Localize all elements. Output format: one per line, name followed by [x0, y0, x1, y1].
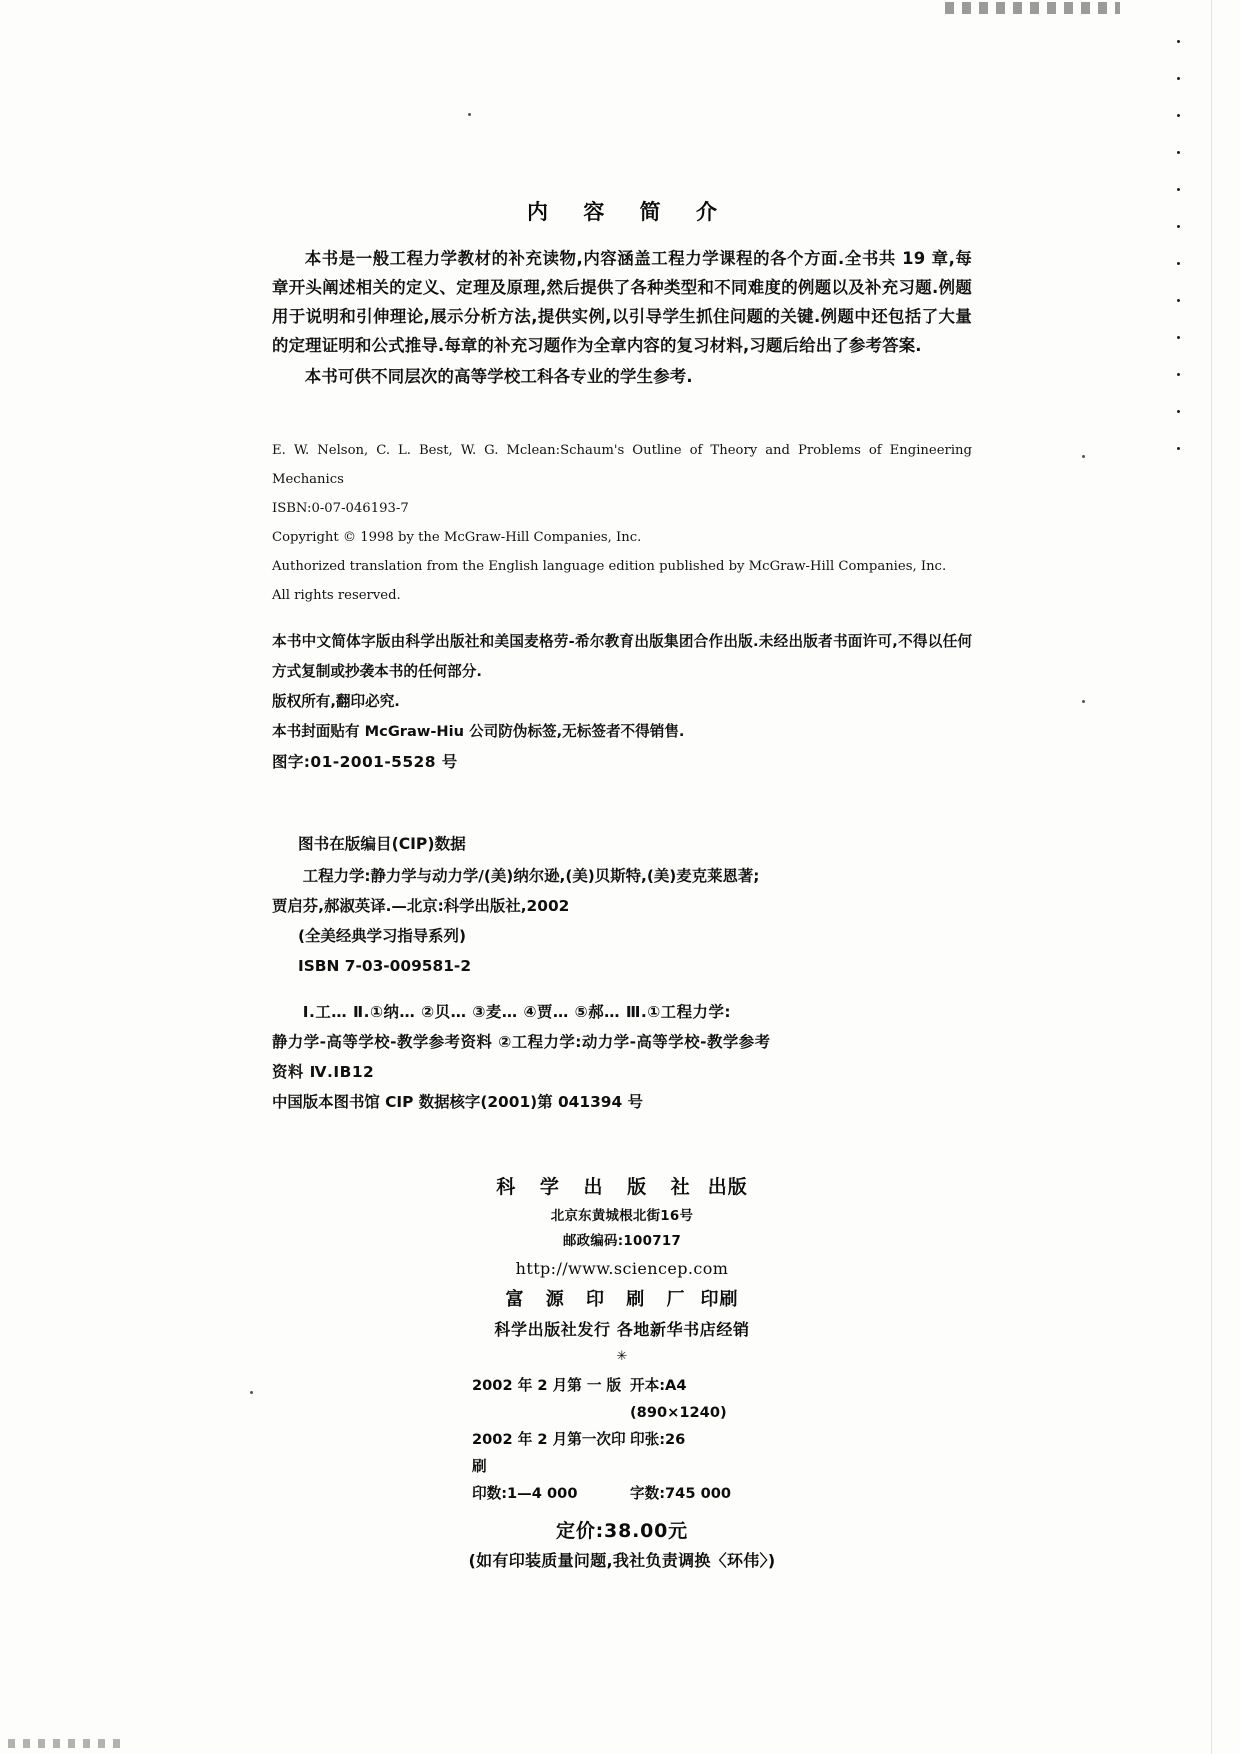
chinese-rights-line-2: 版权所有,翻印必究. [272, 693, 400, 710]
publisher-postcode: 邮政编码:100717 [562, 1234, 682, 1249]
print-specs-row [472, 1480, 772, 1507]
printer-action: 印刷 [700, 1289, 739, 1310]
price-line: 定价:38.00元 [556, 1520, 688, 1542]
sheet-count: 印张:26 [630, 1431, 686, 1448]
publisher-name: 科 学 出 版 社 [496, 1176, 699, 1198]
imprint-block [272, 1175, 972, 1573]
chinese-rights-line-1: 本书中文简体字版由科学出版社和美国麦格劳-希尔教育出版集团合作出版.未经出版者书面许可,不得以任何方式复制或抄袭本书的任何部分. [272, 633, 972, 680]
cip-isbn: ISBN 7-03-009581-2 [298, 957, 472, 975]
print-specs-table [472, 1372, 772, 1507]
cip-heading: 图书在版编目(CIP)数据 [298, 835, 466, 853]
scan-artifact-edge-marks [1175, 40, 1185, 460]
publisher-action: 出版 [707, 1176, 748, 1198]
cip-block [272, 829, 972, 1117]
edition-date: 2002 年 2 月第 一 版 [472, 1377, 622, 1394]
intro-paragraph-1: 本书是一般工程力学教材的补充读物,内容涵盖工程力学课程的各个方面.全书共 19 章,每章开头阐述相关的定义、定理及原理,然后提供了各种类型和不同难度的例题以及补充习题.例题用于说明和引伸理论,展示分析方法,提供实例,以引导学生抓住问题的关键.例题中还包括了大量的定理证明和公式推导.每章的补充习题作为全章内容的复习材料,习题后给出了参考答案. [272, 249, 972, 355]
distribution-line: 科学出版社发行 各地新华书店经销 [494, 1320, 750, 1339]
print-specs-row [472, 1372, 772, 1426]
page-edge-rule [1211, 0, 1212, 1754]
cip-classification-line-2: 静力学-高等学校-教学参考资料 ②工程力学:动力学-高等学校-教学参考 [272, 1033, 771, 1051]
scan-speck [1082, 700, 1085, 703]
english-rights-line: All rights reserved. [272, 588, 401, 603]
book-format: 开本:A4 (890×1240) [630, 1377, 727, 1421]
scan-speck [250, 1391, 253, 1394]
cip-title-line-1: 工程力学:静力学与动力学/(美)纳尔逊,(美)贝斯特,(美)麦克莱恩著; [302, 867, 760, 885]
publisher-url: http://www.sciencep.com [515, 1259, 729, 1278]
printer-line [272, 1287, 972, 1312]
word-count: 字数:745 000 [630, 1485, 732, 1502]
page-title: 内 容 简 介 [527, 200, 731, 224]
cip-classification-line-1: Ⅰ.工… Ⅱ.①纳… ②贝… ③麦… ④贾… ⑤郝… Ⅲ.①工程力学: [302, 1003, 731, 1021]
english-copyright-block [272, 436, 972, 610]
scan-artifact-bottom [8, 1739, 128, 1748]
cip-verification-number: 中国版本图书馆 CIP 数据核字(2001)第 041394 号 [272, 1093, 643, 1111]
intro-section [272, 244, 972, 391]
english-copyright-line: Copyright © 1998 by the McGraw-Hill Companies, Inc. [272, 530, 642, 545]
english-authors-title: E. W. Nelson, C. L. Best, W. G. Mclean:Schaum's Outline of Theory and Problems of Engineering Mechanics [272, 443, 972, 487]
star-separator-icon: ✳ [616, 1349, 628, 1364]
print-run: 印数:1—4 000 [472, 1485, 578, 1502]
chinese-rights-line-3: 本书封面贴有 McGraw-Hiu 公司防伪标签,无标签者不得销售. [272, 723, 685, 740]
print-specs-row [472, 1426, 772, 1480]
page-content [272, 0, 972, 1573]
cip-series: (全美经典学习指导系列) [298, 927, 466, 945]
cip-title-line-2: 贾启芬,郝淑英译.—北京:科学出版社,2002 [272, 897, 570, 915]
english-authorization-line: Authorized translation from the English language edition published by McGraw-Hill Companies, Inc. [272, 559, 947, 574]
english-isbn: ISBN:0-07-046193-7 [272, 501, 409, 516]
book-registration-number: 图字:01-2001-5528 号 [272, 753, 458, 771]
publisher-line [272, 1175, 972, 1200]
cip-classification-line-3: 资料 Ⅳ.IB12 [272, 1063, 375, 1081]
publisher-address: 北京东黄城根北街16号 [550, 1209, 694, 1224]
printing-date: 2002 年 2 月第一次印刷 [472, 1431, 626, 1475]
scan-speck [1082, 455, 1085, 458]
chinese-rights-block [272, 627, 972, 777]
exchange-note: (如有印装质量问题,我社负责调换〈环伟〉) [468, 1551, 776, 1570]
printer-name: 富 源 印 刷 厂 [505, 1289, 693, 1310]
intro-paragraph-2: 本书可供不同层次的高等学校工科各专业的学生参考. [304, 367, 693, 386]
